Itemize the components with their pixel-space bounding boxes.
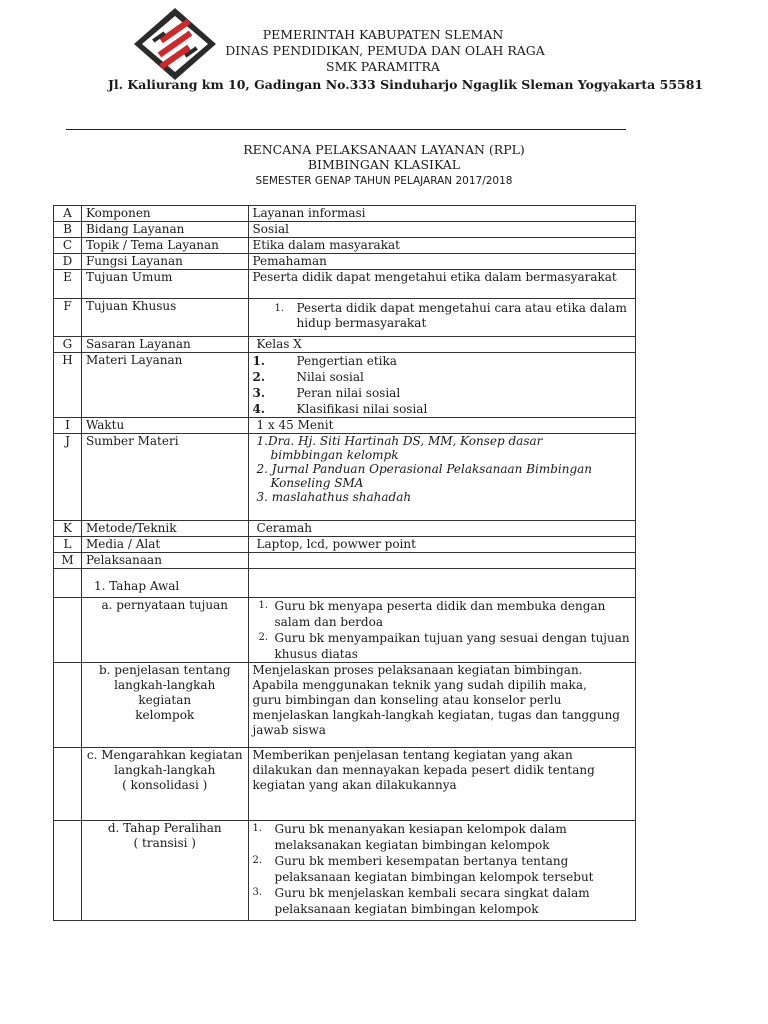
table-row: M Pelaksanaan <box>54 553 636 569</box>
row-value: Laptop, lcd, powwer point <box>248 537 635 553</box>
table-row: E Tujuan Umum Peserta didik dapat mengetahui etika dalam bermasyarakat <box>54 270 636 299</box>
document-title: RENCANA PELAKSANAAN LAYANAN (RPL) <box>243 142 525 157</box>
row-label: Metode/Teknik <box>81 521 248 537</box>
list-item: 1.Dra. Hj. Siti Hartinah DS, MM, Konsep dasar bimbbingan kelompk <box>256 434 543 462</box>
list-item: 1. Pengertian etika <box>252 354 397 368</box>
row-label: Materi Layanan <box>81 353 248 418</box>
row-label: c. Mengarahkan kegiatan langkah-langkah ( konsolidasi ) <box>81 748 248 821</box>
row-label: b. penjelasan tentang langkah-langkah kegiatan kelompok <box>81 663 248 748</box>
list-item: 1. Peserta didik dapat mengetahui cara atau etika dalam hidup bermasyarakat <box>274 301 627 330</box>
row-label: Pelaksanaan <box>81 553 248 569</box>
row-label: Fungsi Layanan <box>81 254 248 270</box>
row-label: Topik / Tema Layanan <box>81 238 248 254</box>
row-value: Peserta didik dapat mengetahui etika dalam bermasyarakat <box>248 270 635 299</box>
row-label: Tujuan Umum <box>81 270 248 299</box>
table-row <box>54 663 636 748</box>
row-label: Komponen <box>81 206 248 222</box>
row-value: Kelas X <box>248 337 635 353</box>
rpl-table <box>53 205 636 921</box>
row-value: Pemahaman <box>248 254 635 270</box>
header-department: DINAS PENDIDIKAN, PEMUDA DAN OLAH RAGA <box>225 43 545 58</box>
row-label: Sumber Materi <box>81 434 248 521</box>
list-item: 2. Jurnal Panduan Operasional Pelaksanaan Bimbingan Konseling SMA <box>256 462 593 490</box>
row-label: Bidang Layanan <box>81 222 248 238</box>
row-value <box>248 353 635 418</box>
table-row: J Sumber Materi 1.Dra. Hj. Siti Hartinah DS, MM, Konsep dasar bimbbingan kelompk 2. Jurnal Panduan Operasional Pelaksanaan Bimbingan Konseling SMA 3. maslahathus shahadah <box>54 434 636 521</box>
row-value: Etika dalam masyarakat <box>248 238 635 254</box>
row-value: Menjelaskan proses pelaksanaan kegiatan bimbingan. Apabila menggunakan teknik yang sudah dipilih maka, guru bimbingan dan konseling atau konselor perlu menjelaskan langkah-langkah kegiatan, tugas dan tanggung jawab siswa <box>248 663 635 748</box>
list-item: 3. maslahathus shahadah <box>256 490 412 504</box>
table-row <box>54 598 636 663</box>
row-label: d. Tahap Peralihan ( transisi ) <box>81 821 248 921</box>
row-value: Ceramah <box>248 521 635 537</box>
row-value <box>248 299 635 337</box>
list-item: 2. Guru bk menyampaikan tujuan yang sesuai dengan tujuan khusus diatas <box>258 631 630 661</box>
table-row: F Tujuan Khusus 1. Peserta didik dapat mengetahui cara atau etika dalam hidup bermasyarakat <box>54 299 636 337</box>
list-item: 2. Guru bk memberi kesempatan bertanya tentang pelaksanaan kegiatan bimbingan kelompok tersebut <box>252 854 594 884</box>
table-row: I Waktu 1 x 45 Menit <box>54 418 636 434</box>
table-row: A Komponen Layanan informasi <box>54 206 636 222</box>
table-row: K Metode/Teknik Ceramah <box>54 521 636 537</box>
row-label: Media / Alat <box>81 537 248 553</box>
header-school-name: SMK PARAMITRA <box>326 59 440 74</box>
table-row: G Sasaran Layanan Kelas X <box>54 337 636 353</box>
list-item: 4. Klasifikasi nilai sosial <box>252 402 428 416</box>
list-item: 3. Peran nilai sosial <box>252 386 401 400</box>
document-subtitle: BIMBINGAN KLASIKAL <box>307 157 461 172</box>
table-row: C Topik / Tema Layanan Etika dalam masyarakat <box>54 238 636 254</box>
table-row: B Bidang Layanan Sosial <box>54 222 636 238</box>
table-row <box>54 748 636 821</box>
header-government: PEMERINTAH KABUPATEN SLEMAN <box>262 27 504 42</box>
school-logo <box>132 6 218 82</box>
table-row <box>54 821 636 921</box>
row-label: Sasaran Layanan <box>81 337 248 353</box>
list-item: 3. Guru bk menjelaskan kembali secara singkat dalam pelaksanaan kegiatan bimbingan kelompok <box>252 886 590 916</box>
table-row: L Media / Alat Laptop, lcd, powwer point <box>54 537 636 553</box>
table-row: H Materi Layanan 1. Pengertian etika 2. Nilai sosial 3. Peran nilai sosial 4. Klasifikasi nilai sosial <box>54 353 636 418</box>
row-value: 1 x 45 Menit <box>248 418 635 434</box>
row-value <box>248 598 635 663</box>
list-item: 1. Guru bk menyapa peserta didik dan membuka dengan salam dan berdoa <box>258 599 606 629</box>
document-semester: SEMESTER GENAP TAHUN PELAJARAN 2017/2018 <box>255 175 513 187</box>
header-divider <box>66 129 626 130</box>
row-label: Waktu <box>81 418 248 434</box>
list-item: 1. Guru bk menanyakan kesiapan kelompok dalam melaksanakan kegiatan bimbingan kelompok <box>252 822 567 852</box>
table-row <box>54 569 636 598</box>
table-row: D Fungsi Layanan Pemahaman <box>54 254 636 270</box>
header-address: Jl. Kaliurang km 10, Gadingan No.333 Sinduharjo Ngaglik Sleman Yogyakarta 55581 <box>108 77 704 92</box>
row-value: Sosial <box>248 222 635 238</box>
list-item: 2. Nilai sosial <box>252 370 364 384</box>
row-label: Tujuan Khusus <box>81 299 248 337</box>
row-label: a. pernyataan tujuan <box>81 598 248 663</box>
row-label: 1. Tahap Awal <box>81 569 248 598</box>
row-value <box>248 434 635 521</box>
row-value <box>248 821 635 921</box>
row-value: Layanan informasi <box>248 206 635 222</box>
row-value: Memberikan penjelasan tentang kegiatan yang akan dilakukan dan mennayakan kepada pesert didik tentang kegiatan yang akan dilakukannya <box>248 748 635 821</box>
